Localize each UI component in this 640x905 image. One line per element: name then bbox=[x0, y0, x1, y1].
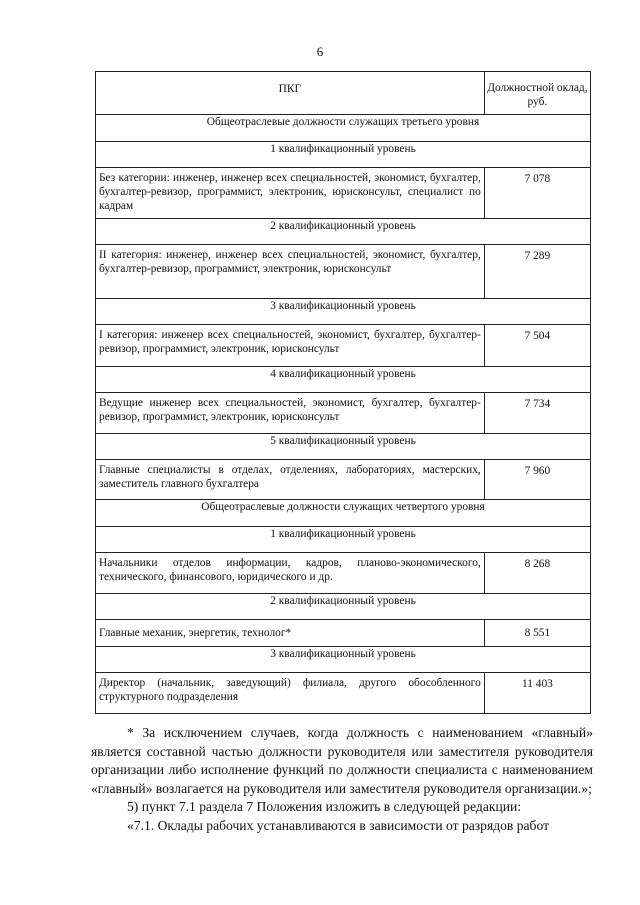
table-header-row bbox=[96, 72, 591, 115]
table-row bbox=[96, 553, 591, 594]
salary-cell: 7 078 bbox=[484, 168, 590, 219]
table-row bbox=[96, 460, 591, 500]
paragraph: 5) пункт 7.1 раздела 7 Положения изложить в следующей редакции: bbox=[127, 799, 522, 815]
level-row bbox=[96, 647, 591, 673]
section-title: Общеотраслевые должности служащих третьего уровня bbox=[96, 115, 591, 142]
level-title: 2 квалификационный уровень bbox=[96, 219, 591, 245]
salary-cell: 7 960 bbox=[484, 460, 590, 500]
level-title: 5 квалификационный уровень bbox=[96, 434, 591, 460]
level-title: 4 квалификационный уровень bbox=[96, 367, 591, 393]
section-row bbox=[96, 500, 591, 527]
header-salary: Должностной оклад, руб. bbox=[484, 72, 590, 115]
table-row bbox=[96, 245, 591, 299]
header-pkg: ПКГ bbox=[96, 72, 485, 115]
salary-cell: 11 403 bbox=[484, 673, 590, 714]
level-row bbox=[96, 594, 591, 620]
salary-table bbox=[95, 71, 591, 714]
level-row bbox=[96, 299, 591, 325]
position-cell: Без категории: инженер, инженер всех специальностей, экономист, бухгалтер, бухгалтер-ревизор, программист, электроник, юрисконсульт, специалист по кадрам bbox=[96, 168, 485, 219]
level-title: 2 квалификационный уровень bbox=[96, 594, 591, 620]
table-row bbox=[96, 673, 591, 714]
salary-cell: 7 289 bbox=[484, 245, 590, 299]
position-cell: Главные специалисты в отделах, отделениях, лабораториях, мастерских, заместитель главного бухгалтера bbox=[96, 460, 485, 500]
position-cell: I категория: инженер всех специальностей, экономист, бухгалтер, бухгалтер-ревизор, программист, электроник, юрисконсульт bbox=[96, 325, 485, 367]
table-row bbox=[96, 325, 591, 367]
level-row bbox=[96, 434, 591, 460]
position-cell: Директор (начальник, заведующий) филиала, другого обособленного структурного подразделения bbox=[96, 673, 485, 714]
position-cell: II категория: инженер, инженер всех специальностей, экономист, бухгалтер, бухгалтер-ревизор, программист, электроник, юрисконсульт bbox=[96, 245, 485, 299]
salary-cell: 8 551 bbox=[484, 620, 590, 647]
footnote: * За исключением случаев, когда должность с наименованием «главный» является составной частью должности руководителя или заместителя руководителя организации либо исполнение функций по должности специалиста с наименованием «главный» возлагается на руководителя или заместителя руководителя организации.»; bbox=[91, 725, 593, 796]
salary-cell: 7 504 bbox=[484, 325, 590, 367]
level-row bbox=[96, 219, 591, 245]
body-text bbox=[91, 724, 593, 836]
table-row bbox=[96, 620, 591, 647]
position-cell: Начальники отделов информации, кадров, планово-экономического, технического, финансового, юридического и др. bbox=[96, 553, 485, 594]
level-row bbox=[96, 527, 591, 553]
level-title: 1 квалификационный уровень bbox=[96, 527, 591, 553]
level-row bbox=[96, 367, 591, 393]
level-row bbox=[96, 142, 591, 168]
page-number: 6 bbox=[316, 44, 324, 59]
salary-cell: 8 268 bbox=[484, 553, 590, 594]
position-cell: Главные механик, энергетик, технолог* bbox=[96, 620, 485, 647]
section-row bbox=[96, 115, 591, 142]
table-row bbox=[96, 393, 591, 434]
table-row bbox=[96, 168, 591, 219]
paragraph: «7.1. Оклады рабочих устанавливаются в зависимости от разрядов работ bbox=[127, 817, 550, 833]
level-title: 3 квалификационный уровень bbox=[96, 299, 591, 325]
salary-cell: 7 734 bbox=[484, 393, 590, 434]
level-title: 1 квалификационный уровень bbox=[96, 142, 591, 168]
level-title: 3 квалификационный уровень bbox=[96, 647, 591, 673]
position-cell: Ведущие инженер всех специальностей, экономист, бухгалтер, бухгалтер-ревизор, программист, электроник, юрисконсульт bbox=[96, 393, 485, 434]
section-title: Общеотраслевые должности служащих четвертого уровня bbox=[96, 500, 591, 527]
